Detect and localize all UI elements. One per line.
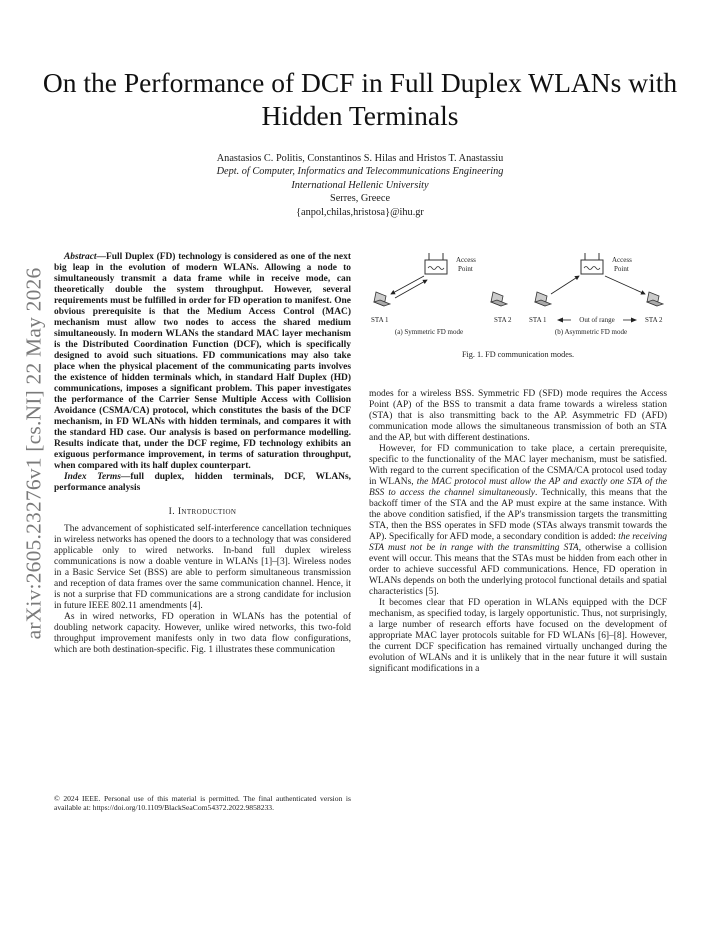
laptop-icon xyxy=(535,292,551,306)
section-heading-introduction xyxy=(54,506,351,517)
ap-label-a1: Access xyxy=(456,256,476,264)
right-p2-part-b: . Technically, this means that the backoff timer of the STA and the AP must expire at the same instance. With the above condition satisfied, if the AP's transmission targets the transmitting STA, then the BSS operates in SFD mode (STAs always transmit towards the AP). Specifically for AFD mode, a secondary condition is added: xyxy=(369,488,668,542)
sta2-label-a: STA 2 xyxy=(494,316,512,324)
figure-caption: Fig. 1. FD communication modes. xyxy=(461,350,575,359)
affiliation-dept: Dept. of Computer, Informatics and Telecommunications Engineering xyxy=(216,166,504,178)
section-number: I. xyxy=(168,506,178,517)
subcaption-b: (b) Asymmetric FD mode xyxy=(554,328,628,336)
author-names: Anastasios C. Politis, Constantinos S. Hilas and Hristos T. Anastassiu xyxy=(216,153,504,164)
index-terms xyxy=(54,472,351,494)
right-paragraph-2 xyxy=(369,444,667,598)
intro-paragraph-1: The advancement of sophisticated self-interference cancellation techniques in wireless networks has opened the doors to a technology that was considered applicable only to wired networks. In-band full duplex wireless communications is now a doable venture in WLANs [1]–[3]. Wireless nodes in a Basic Service Set (BSS) are able to perform simultaneous transmission and reception of data frames over the same communication channel. Hence, it is not a surprise that FD communications are a strong candidate for inclusion in future IEEE 802.11 amendments [4]. xyxy=(54,524,351,611)
index-terms-text: —full duplex, hidden terminals, DCF, WLANs, performance analysis xyxy=(54,472,351,493)
copyright-notice: © 2024 IEEE. Personal use of this material is permitted. The final authenticated version is available at: https://doi.org/10.1109/BlackSeaCom54372.2022.9858233. xyxy=(54,794,351,812)
sta1-label-a: STA 1 xyxy=(371,316,389,324)
figure-1 xyxy=(369,250,667,362)
laptop-icon xyxy=(374,292,390,306)
ap-label-a2: Point xyxy=(458,265,473,273)
arxiv-id: arXiv:2605.23276v1 [cs.NI] 22 May 2026 xyxy=(21,267,46,639)
abstract xyxy=(54,252,351,472)
sta2-label-b: STA 2 xyxy=(645,316,663,324)
subcaption-a: (a) Symmetric FD mode xyxy=(394,328,464,336)
intro-paragraph-2: As in wired networks, FD operation in WLANs has the potential of doubling network capacity. However, unlike wired networks, this two-fold throughput improvement manifests only in two data flow configurations, which are both destination-specific. Fig. 1 illustrates these communication xyxy=(54,612,351,655)
abstract-text: —Full Duplex (FD) technology is considered as one of the next big leap in the evolution of modern WLANs. Allowing a node to simultaneously transmit a data frame while in receive mode, can theoretically double the system throughput. However, several requirements must be fulfilled in order for FD operation to manifest. One obvious prerequisite is that the Medium Access Control (MAC) mechanism must allow two nodes to access the shared medium simultaneously. In modern WLANs the standard MAC layer mechanism is the Distributed Coordination Function (DCF), which is specifically designed to avoid such situations. FD communications may also take place when the physical placement of the communicating parts involves the existence of hidden terminals which, in standard Half Duplex (HD) communications, imposes a significant problem. This paper investigates the performance of the Carrier Sense Multiple Access with Collision Avoidance (CSMA/CA) protocol, which constitutes the basis of the DCF mechanism, in FD WLANs with hidden terminals, and compares it with the standard HD case. Our analysis is based on performance modelling. Results indicate that, under the DCF regime, FD technology exhibits an exiguous performance improvement, in terms of saturation throughput, when compared with its half duplex counterpart. xyxy=(54,252,351,471)
index-terms-lead: Index Terms xyxy=(64,472,121,482)
right-paragraph-1: modes for a wireless BSS. Symmetric FD (SFD) mode requires the Access Point (AP) of the BSS to transmit a data frame towards a wireless station (STA) that is also transmitting back to the AP. Asymmetric FD (AFD) communication mode allows the simultaneous transmission of both an STA and the AP, but with different destinations. xyxy=(369,389,667,443)
ap-label-b1: Access xyxy=(612,256,632,264)
right-column xyxy=(369,389,667,675)
abstract-lead: Abstract xyxy=(64,252,97,262)
author-emails: {anpol,chilas,hristosa}@ihu.gr xyxy=(296,206,424,218)
affiliation-city: Serres, Greece xyxy=(329,193,391,205)
paper-title: On the Performance of DCF in Full Duplex WLANs with Hidden Terminals xyxy=(42,67,678,131)
right-paragraph-3: It becomes clear that FD operation in WLANs equipped with the DCF mechanism, as specified today, is largely opportunistic. Thus, not surprisingly, a large number of research efforts have focused on the development of appropriate MAC layer protocols suitable for FD WLANs [6]–[8]. However, the current DCF specification has remained virtually unchanged during the evolution of WLANs and it is unlikely that in the near future it will sustain significant modifications in a xyxy=(369,598,667,674)
fd-modes-diagram xyxy=(369,250,667,350)
sta1-label-b: STA 1 xyxy=(529,316,547,324)
arxiv-watermark xyxy=(22,258,46,648)
affiliation-univ: International Hellenic University xyxy=(291,179,429,191)
right-p2-part-c: , otherwise a collision event will occur. This means that the STAs must be hidden from each other in order to achieve successful AFD communications. Hence, FD operation in WLANs depends on both the underlying protocol functional details and spatial characteristics [5]. xyxy=(369,543,667,597)
access-point-icon xyxy=(581,253,603,274)
section-title: Introduction xyxy=(177,506,237,517)
right-p2-emphasis-2: the receiving STA must not be in range with the transmitting STA xyxy=(369,532,667,553)
laptop-icon xyxy=(491,292,507,306)
author-block xyxy=(60,152,660,219)
ap-label-b2: Point xyxy=(614,265,629,273)
laptop-icon xyxy=(647,292,663,306)
right-p2-emphasis-1: the MAC protocol must allow the AP and exactly one STA of the BSS to access the channel simultaneously xyxy=(369,477,667,498)
out-of-range-label: Out of range xyxy=(579,316,615,324)
access-point-icon xyxy=(425,253,447,274)
right-p2-part-a: However, for FD communication to take place, a certain prerequisite, specific to the functionality of the MAC layer mechanism, must be satisfied. With regard to the current specification of the CSMA/CA protocol used today in WLANs, xyxy=(369,444,667,487)
left-column xyxy=(54,252,351,656)
